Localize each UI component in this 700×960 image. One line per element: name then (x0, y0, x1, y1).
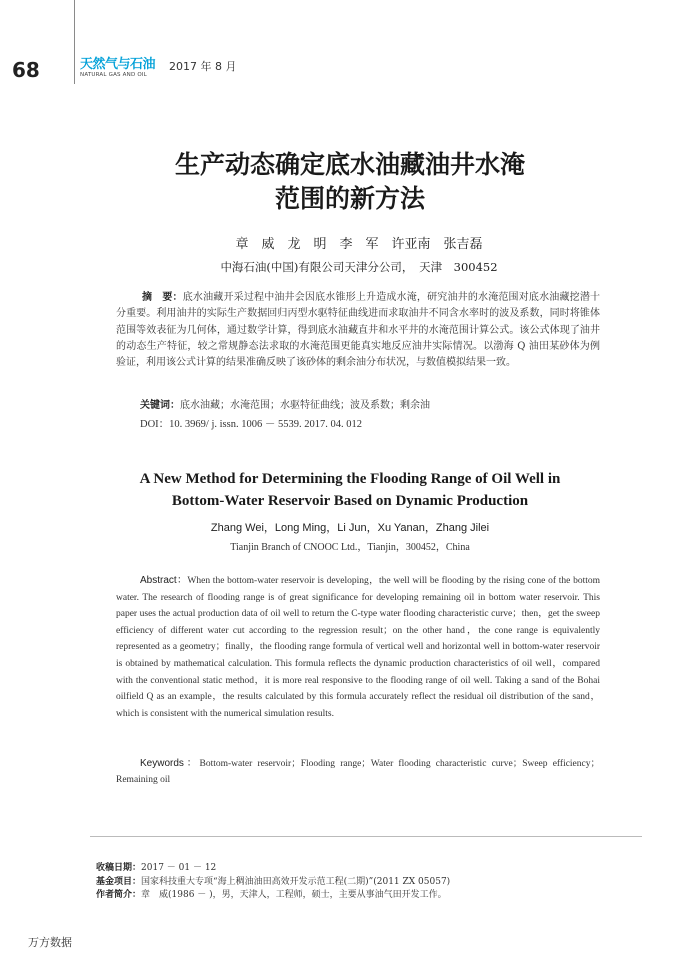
abstract-en-text: When the bottom-water reservoir is developing，the well will be flooding by the rising cone of the bottom water. The research of flooding range is of great significance for developing remaining oil in bottom water reservoir. This paper uses the actual production data of oil well to return the C-type water flooding characteristic curve；then，get the sweep efficiency of different water cut according to the regression result；on the other hand，the cone range is equivalently represented as a geometry；finally，the flooding range formula of vertical well and horizontal well in bottom-water reservoir is obtained by mathematical calculation. This formula reflects the dynamic production characteristics of oil well，compared with the conventional static method，it is more real responsive to the flooding range of oil well. Taking a sand of the Bohai oilfield Q as an example，the results calculated by this formula accurately reflect the residual oil distribution of the sand，which is consistent with the numerical simulation results. (116, 576, 600, 719)
abstract-en-label: Abstract： (140, 575, 188, 586)
authors-en: Zhang Wei，Long Ming，Li Jun，Xu Yanan，Zhang Jilei (210, 522, 490, 534)
affiliation-zh: 中海石油(中国)有限公司天津分公司， 天津 300452 (220, 260, 498, 274)
keywords-en-text: Bottom-water reservoir；Flooding range；Water flooding characteristic curve；Sweep efficiency；Remaining oil (116, 759, 600, 785)
abstract-zh-text: 底水油藏开采过程中油井会因底水锥形上升造成水淹，研究油井的水淹范围对底水油藏挖潜十分重要。利用油井的实际生产数据回归丙型水驱特征曲线进而求取油井不同含水率时的波及系数，同时将锥体范围等效表征为几何体，通过数学计算，得到底水油藏直井和水平井的水淹范围计算公式。该公式体现了油井的动态生产特征，较之常规静态法求取的水淹范围更能真实地反应油井实际情况。以渤海 Q 油田某砂体为例验证，利用该公式计算的结果准确反映了该砂体的剩余油分布状况，与数值模拟结果一致。 (116, 292, 601, 369)
affiliation-en: Tianjin Branch of CNOOC Ltd.，Tianjin，300452，China (230, 542, 470, 553)
header-divider (74, 0, 75, 84)
title-zh-line2: 范围的新方法 (274, 184, 425, 213)
footnote-divider (90, 836, 642, 837)
issue-date: 2017 年 8 月 (169, 60, 237, 73)
keywords-en (116, 756, 600, 788)
footnote-received-value: 2017 － 01 － 12 (141, 863, 217, 873)
watermark: 万方数据 (28, 936, 72, 949)
title-zh-line1: 生产动态确定底水油藏油井水淹 (174, 150, 525, 179)
footnote-author-label: 作者简介： (96, 890, 142, 900)
title-en-line2: Bottom-Water Reservoir Based on Dynamic Production (171, 493, 529, 509)
keywords-zh (140, 396, 600, 411)
abstract-zh-label: 摘 要： (142, 292, 183, 303)
title-en-line1: A New Method for Determining the Flooding Range of Oil Well in (139, 471, 561, 487)
authors-zh: 章 威 龙 明 李 军 许亚南 张吉磊 (235, 237, 483, 252)
keywords-zh-text: 底水油藏；水淹范围；水驱特征曲线；波及系数；剩余油 (180, 400, 430, 411)
footnote-author-value: 章 威(1986 － )，男，天津人，工程师，硕士，主要从事油气田开发工作。 (141, 890, 447, 900)
page-number: 68 (12, 58, 40, 82)
abstract-en (116, 573, 600, 722)
title-zh (0, 148, 700, 216)
keywords-en-label: Keywords： (140, 758, 200, 769)
title-en (0, 468, 700, 512)
footnote-fund-value: 国家科技重大专项“海上稠油油田高效开发示范工程(二期)”(2011 ZX 05057) (141, 876, 451, 887)
footnote-author (96, 889, 636, 903)
footnote-received-label: 收稿日期： (96, 863, 142, 873)
footnote-fund (96, 876, 636, 890)
footnote-fund-label: 基金项目： (96, 876, 142, 887)
abstract-zh (116, 290, 600, 371)
keywords-zh-label: 关键词： (140, 400, 180, 411)
journal-logo-zh: 天然气与石油 (80, 57, 156, 72)
doi: DOI：10. 3969/ j. issn. 1006 － 5539. 2017. 04. 012 (140, 419, 362, 430)
journal-logo-en: NATURAL GAS AND OIL (80, 72, 147, 78)
footnotes (96, 862, 636, 903)
footnote-received (96, 862, 636, 876)
